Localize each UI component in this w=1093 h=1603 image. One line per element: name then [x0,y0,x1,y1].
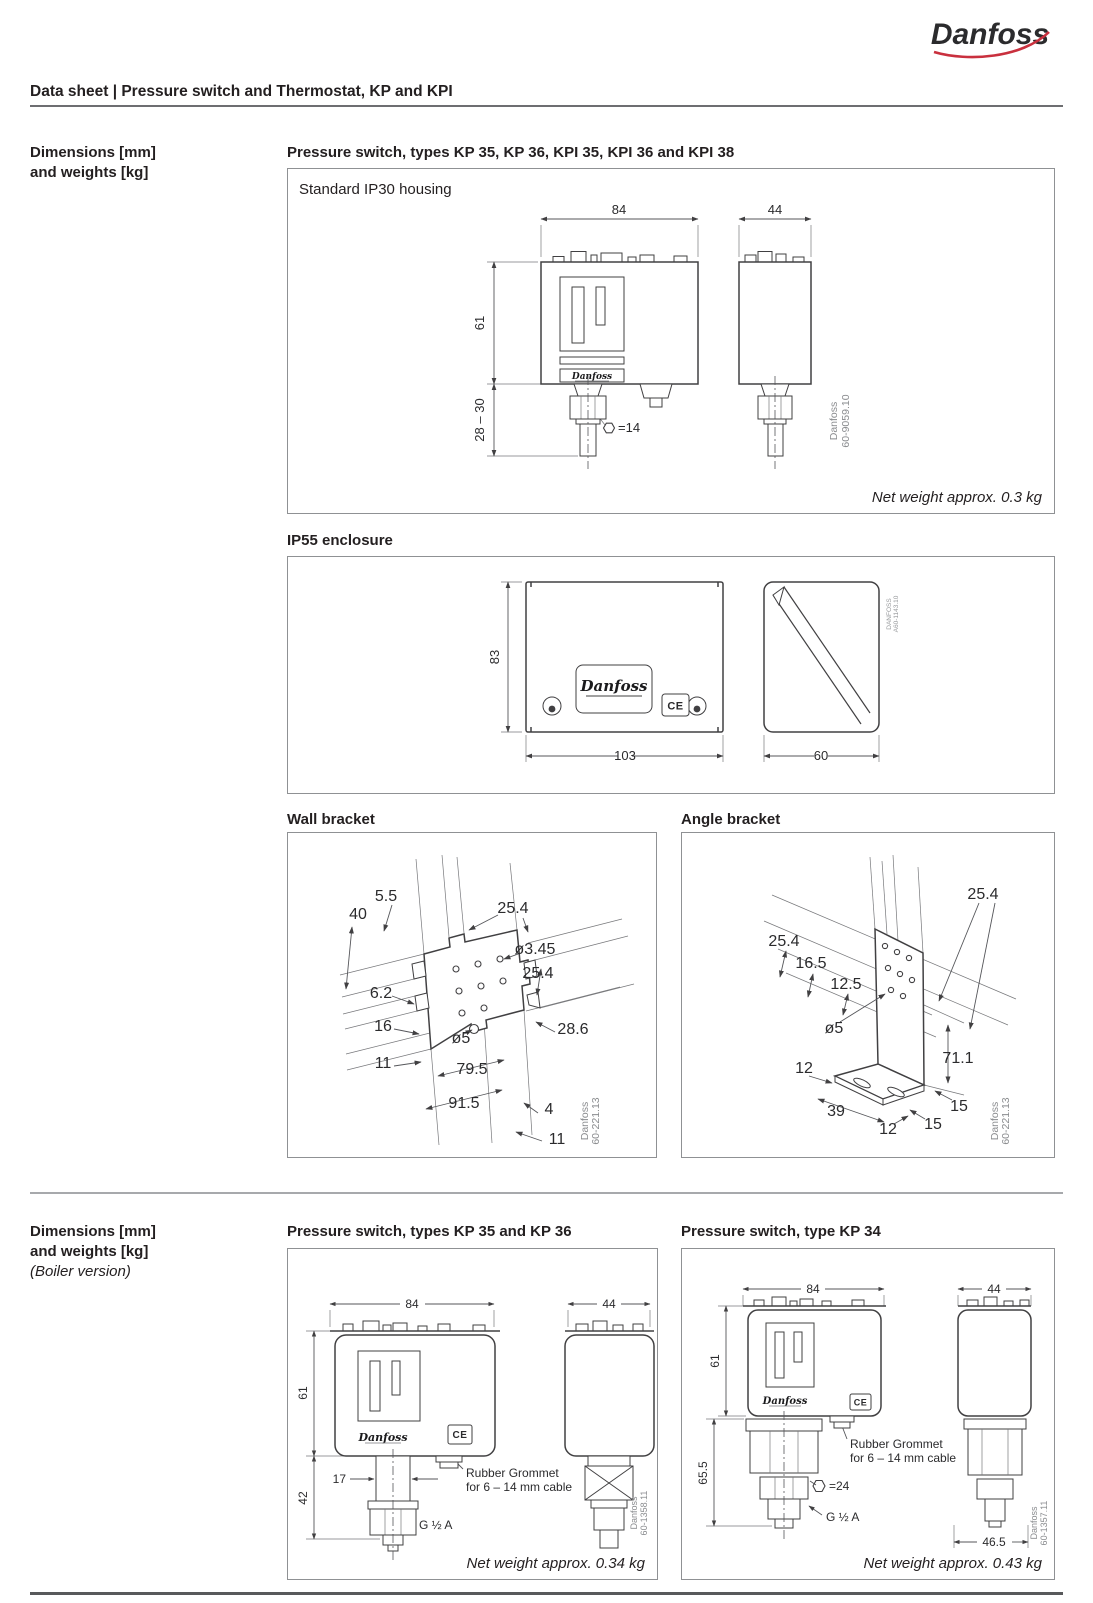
kp34-grommet-line2: for 6 – 14 mm cable [850,1451,957,1465]
sidebar-boiler-line3: (Boiler version) [30,1263,131,1280]
page-title: Data sheet | Pressure switch and Thermostat, KP and KPI [30,83,453,100]
kp34-grommet-line1: Rubber Grommet [850,1437,943,1451]
ab-ref-line2: 60-221.13 [1000,1097,1012,1145]
ab-dim-25-4-right: 25.4 [967,886,999,903]
ab-dim-hole: ø5 [824,1020,844,1037]
ip55-side-view [764,582,879,732]
danfoss-logo [920,8,1060,64]
wall-bracket-heading: Wall bracket [287,811,375,828]
wb-dim-5-5: 5.5 [374,888,398,905]
ab-dim-12-left: 12 [795,1060,813,1077]
ab-ref-line1: Danfoss [989,1101,1001,1141]
kp34-net-weight: Net weight approx. 0.43 kg [863,1555,1042,1572]
kp3536-dim-44: 44 [602,1297,616,1311]
kp34-side-view [958,1297,1031,1527]
ip30-label: Standard IP30 housing [299,181,452,198]
wb-dim-16: 16 [374,1018,392,1035]
sidebar-boiler-line1: Dimensions [mm] [30,1223,156,1240]
ip30-net-weight: Net weight approx. 0.3 kg [871,489,1042,506]
kp3536-ce-mark: CE [452,1430,468,1441]
ip30-ref-line1: Danfoss [828,401,840,441]
wb-dim-11-bottom: 11 [548,1131,566,1148]
ip55-heading: IP55 enclosure [287,532,393,549]
ip30-dim-28-30: 28 – 30 [472,398,487,442]
ip55-ref-line1: DANFOSS [886,598,893,630]
wb-dim-6-2: 6.2 [369,985,393,1002]
section1-title: Pressure switch, types KP 35, KP 36, KPI 35, KPI 36 and KPI 38 [287,144,735,161]
ip30-hex-size: =14 [618,420,641,435]
hex-wrench-icon [604,423,615,433]
wb-ref-line2: 60-221.13 [590,1097,602,1145]
ip55-drawing [288,557,1052,791]
kp34-ref-line2: 60-1357.11 [1039,1500,1049,1546]
kp34-dim-46-5: 46.5 [982,1535,1006,1549]
ip30-dim-84: 84 [611,202,627,217]
wall-bracket-panel [287,832,657,1158]
ip55-ref-line2: A60-1143.10 [893,595,900,633]
kp3536-dim-84: 84 [405,1297,419,1311]
ip55-front-view [526,582,723,732]
kp3536-ref-line2: 60-1358.11 [639,1490,649,1536]
angle-bracket-heading: Angle bracket [681,811,781,828]
wb-dim-28-6: 28.6 [557,1021,589,1038]
kp34-panel [681,1248,1055,1580]
kp34-title: Pressure switch, type KP 34 [681,1223,881,1240]
kp34-dim-61: 61 [708,1354,722,1368]
ab-dim-12-bottom: 12 [879,1121,897,1138]
angle-bracket-panel [681,832,1055,1158]
footer-rule [30,1592,1063,1595]
wb-dim-91-5: 91.5 [448,1095,480,1112]
wb-dim-hole-big: ø5 [451,1030,471,1047]
wb-dim-25-4-top: 25.4 [497,900,529,917]
wb-dim-40: 40 [349,906,367,923]
ip30-ref-line2: 60-9059.10 [840,394,852,448]
ip30-side-view [739,252,811,470]
ip55-dim-83: 83 [487,649,502,665]
ip55-panel [287,556,1055,794]
ab-dim-39: 39 [827,1103,845,1120]
kp3536-drawing [288,1249,655,1577]
wb-dim-11-left: 11 [374,1055,392,1072]
kp3536-front-view [330,1321,500,1561]
ab-dim-71-1: 71.1 [942,1050,974,1067]
kp3536-dim-17: 17 [332,1472,346,1486]
ip30-dim-44: 44 [767,202,783,217]
kp34-dim-84: 84 [806,1282,820,1296]
kp34-front-view [743,1297,886,1541]
sidebar-boiler [30,1222,156,1282]
ip30-front-view [541,252,698,470]
kp3536-panel [287,1248,658,1580]
danfoss-logo-icon [920,8,1060,64]
sidebar-line1: Dimensions [mm] [30,144,156,161]
ip55-ce-mark: CE [667,700,684,713]
kp34-device-logo-text: Danfoss [762,1396,808,1407]
ab-dim-12-5: 12.5 [830,976,862,993]
kp34-drawing [682,1249,1052,1577]
wb-ref-line1: Danfoss [579,1101,591,1141]
sidebar-dimensions-weights [30,143,156,183]
kp3536-title: Pressure switch, types KP 35 and KP 36 [287,1223,572,1240]
angle-bracket-drawing [682,833,1052,1155]
kp34-hex-size: =24 [829,1479,850,1493]
kp3536-grommet-line2: for 6 – 14 mm cable [466,1480,573,1494]
kp34-ce-mark: CE [853,1397,868,1408]
kp3536-thread: G ½ A [419,1518,453,1532]
header-rule [30,105,1063,107]
ip30-device-logo-text: Danfoss [571,372,613,382]
kp34-dim-65-5: 65.5 [696,1461,710,1485]
ip30-dim-61: 61 [472,315,487,331]
kp3536-dim-42: 42 [296,1491,310,1505]
kp34-ref-line1: Danfoss [1029,1506,1039,1540]
kp34-thread: G ½ A [826,1510,860,1524]
wb-dim-25-4-right: 25.4 [522,965,554,982]
ab-dim-16-5: 16.5 [795,955,827,972]
kp34-dim-44: 44 [987,1282,1001,1296]
section-divider-rule [30,1192,1063,1194]
danfoss-logo-text: Danfoss [930,18,1050,51]
ip55-dim-60: 60 [813,748,829,763]
sidebar-boiler-line2: and weights [kg] [30,1243,149,1260]
kp3536-dim-61: 61 [296,1386,310,1400]
ab-dim-25-4-left: 25.4 [768,933,800,950]
ip30-panel [287,168,1055,514]
wb-dim-4: 4 [544,1101,554,1118]
ip55-device-logo-text: Danfoss [580,677,648,695]
wb-dim-79-5: 79.5 [456,1061,488,1078]
ab-dim-15-right: 15 [950,1098,968,1115]
sidebar-line2: and weights [kg] [30,164,149,181]
ip55-dim-103: 103 [614,748,636,763]
ip30-drawing [288,169,1052,511]
kp3536-net-weight: Net weight approx. 0.34 kg [466,1555,645,1572]
kp3536-device-logo-text: Danfoss [358,1431,408,1444]
wb-dim-hole-small: ø3.45 [514,941,556,958]
kp3536-ref-line1: Danfoss [629,1496,639,1530]
kp34-hex-wrench-icon [813,1481,825,1492]
kp3536-grommet-line1: Rubber Grommet [466,1466,559,1480]
wall-bracket-drawing [288,833,654,1155]
ab-dim-15-bottom: 15 [924,1116,942,1133]
